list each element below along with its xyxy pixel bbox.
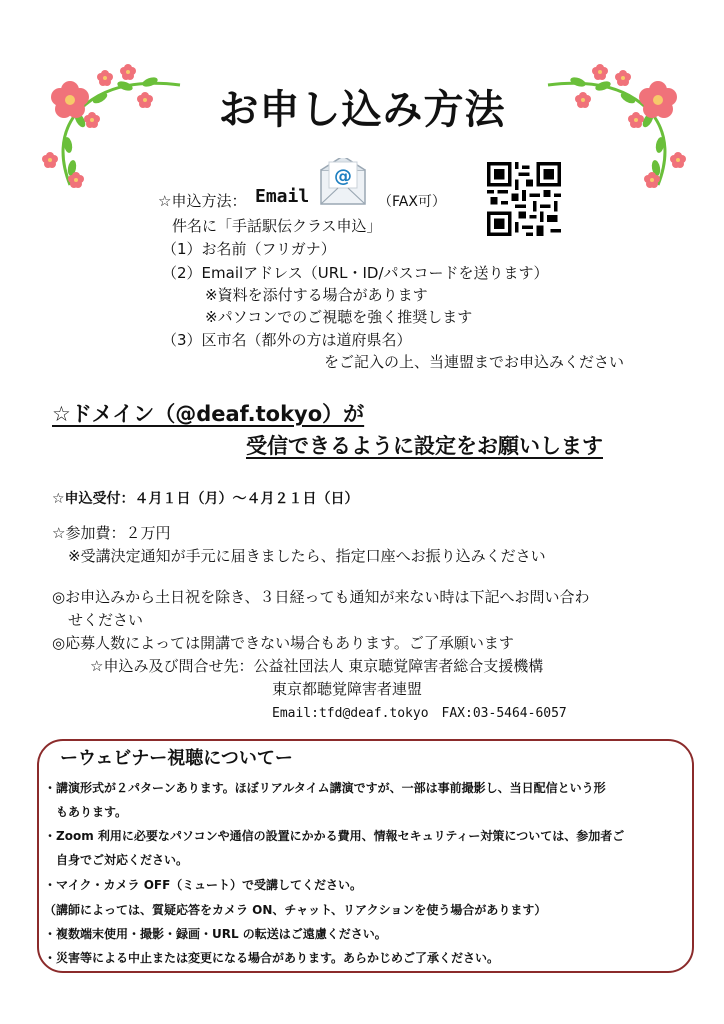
contact-label: ☆申込み及び問合せ先：公益社団法人 東京聴覚障害者総合支援機構 <box>90 657 544 675</box>
domain-notice-line1: ☆ドメイン（@deaf.tokyo）が <box>52 402 365 426</box>
method-closing: をご記入の上、当連盟までお申込みください <box>324 353 625 371</box>
webinar-line: ・マイク・カメラ OFF（ミュート）で受講してください。 <box>44 878 363 892</box>
method-item-name: （1）お名前（フリガナ） <box>162 240 336 258</box>
method-item-city: （3）区市名（都外の方は道府県名） <box>162 331 412 349</box>
webinar-line: もあります。 <box>44 805 128 819</box>
webinar-line: ・災害等による中止または変更になる場合があります。あらかじめご了承ください。 <box>44 951 500 965</box>
domain-notice-line2: 受信できるように設定をお願いします <box>246 434 603 458</box>
reception-period: ☆申込受付：４月１日（月）～４月２１日（日） <box>52 491 359 507</box>
fee-line: ☆参加費：２万円 <box>52 524 171 542</box>
fee-note: ※受講決定通知が手元に届きましたら、指定口座へお振り込みください <box>68 547 546 565</box>
notice-capacity: ◎応募人数によっては開講できない場合もあります。ご了承願います <box>52 634 514 652</box>
method-subject-line: 件名に「手話駅伝クラス申込」 <box>172 217 382 235</box>
method-fax-note: （FAX可） <box>378 194 446 210</box>
method-email-word: Email <box>255 186 310 207</box>
webinar-title: ーウェビナー視聴についてー <box>60 748 293 769</box>
webinar-line: （講師によっては、質疑応答をカメラ ON、チャット、リアクションを使う場合があります） <box>44 903 547 917</box>
method-prefix: ☆申込方法： <box>158 192 247 210</box>
webinar-line: ・Zoom 利用に必要なパソコンや通信の設置にかかる費用、情報セキュリティー対策については、参加者ご <box>44 829 625 843</box>
method-item-email: （2）Emailアドレス（URL・ID/パスコードを送ります） <box>162 264 549 282</box>
method-note-attach: ※資料を添付する場合があります <box>205 286 428 304</box>
notice-no-reply-2: せください <box>68 611 144 629</box>
webinar-line: 自身でご対応ください。 <box>44 853 189 867</box>
webinar-line: ・複数端末使用・撮影・録画・URL の転送はご遠慮ください。 <box>44 927 387 941</box>
webinar-line: ・講演形式が２パターンあります。ほぼリアルタイム講演ですが、一部は事前撮影し、当日配信という形 <box>44 781 606 795</box>
page-title: お申し込み方法 <box>218 87 506 133</box>
method-note-pc: ※パソコンでのご視聴を強く推奨します <box>205 308 473 326</box>
contact-org2: 東京都聴覚障害者連盟 <box>272 680 423 698</box>
svg-text:@: @ <box>334 166 352 187</box>
notice-no-reply-1: ◎お申込みから土日祝を除き、３日経っても通知が来ない時は下記へお問い合わ <box>52 588 590 606</box>
email-envelope-icon <box>318 158 368 208</box>
qr-code <box>487 162 561 236</box>
contact-email-fax: Email:tfd@deaf.tokyo FAX:03-5464-6057 <box>272 706 567 721</box>
